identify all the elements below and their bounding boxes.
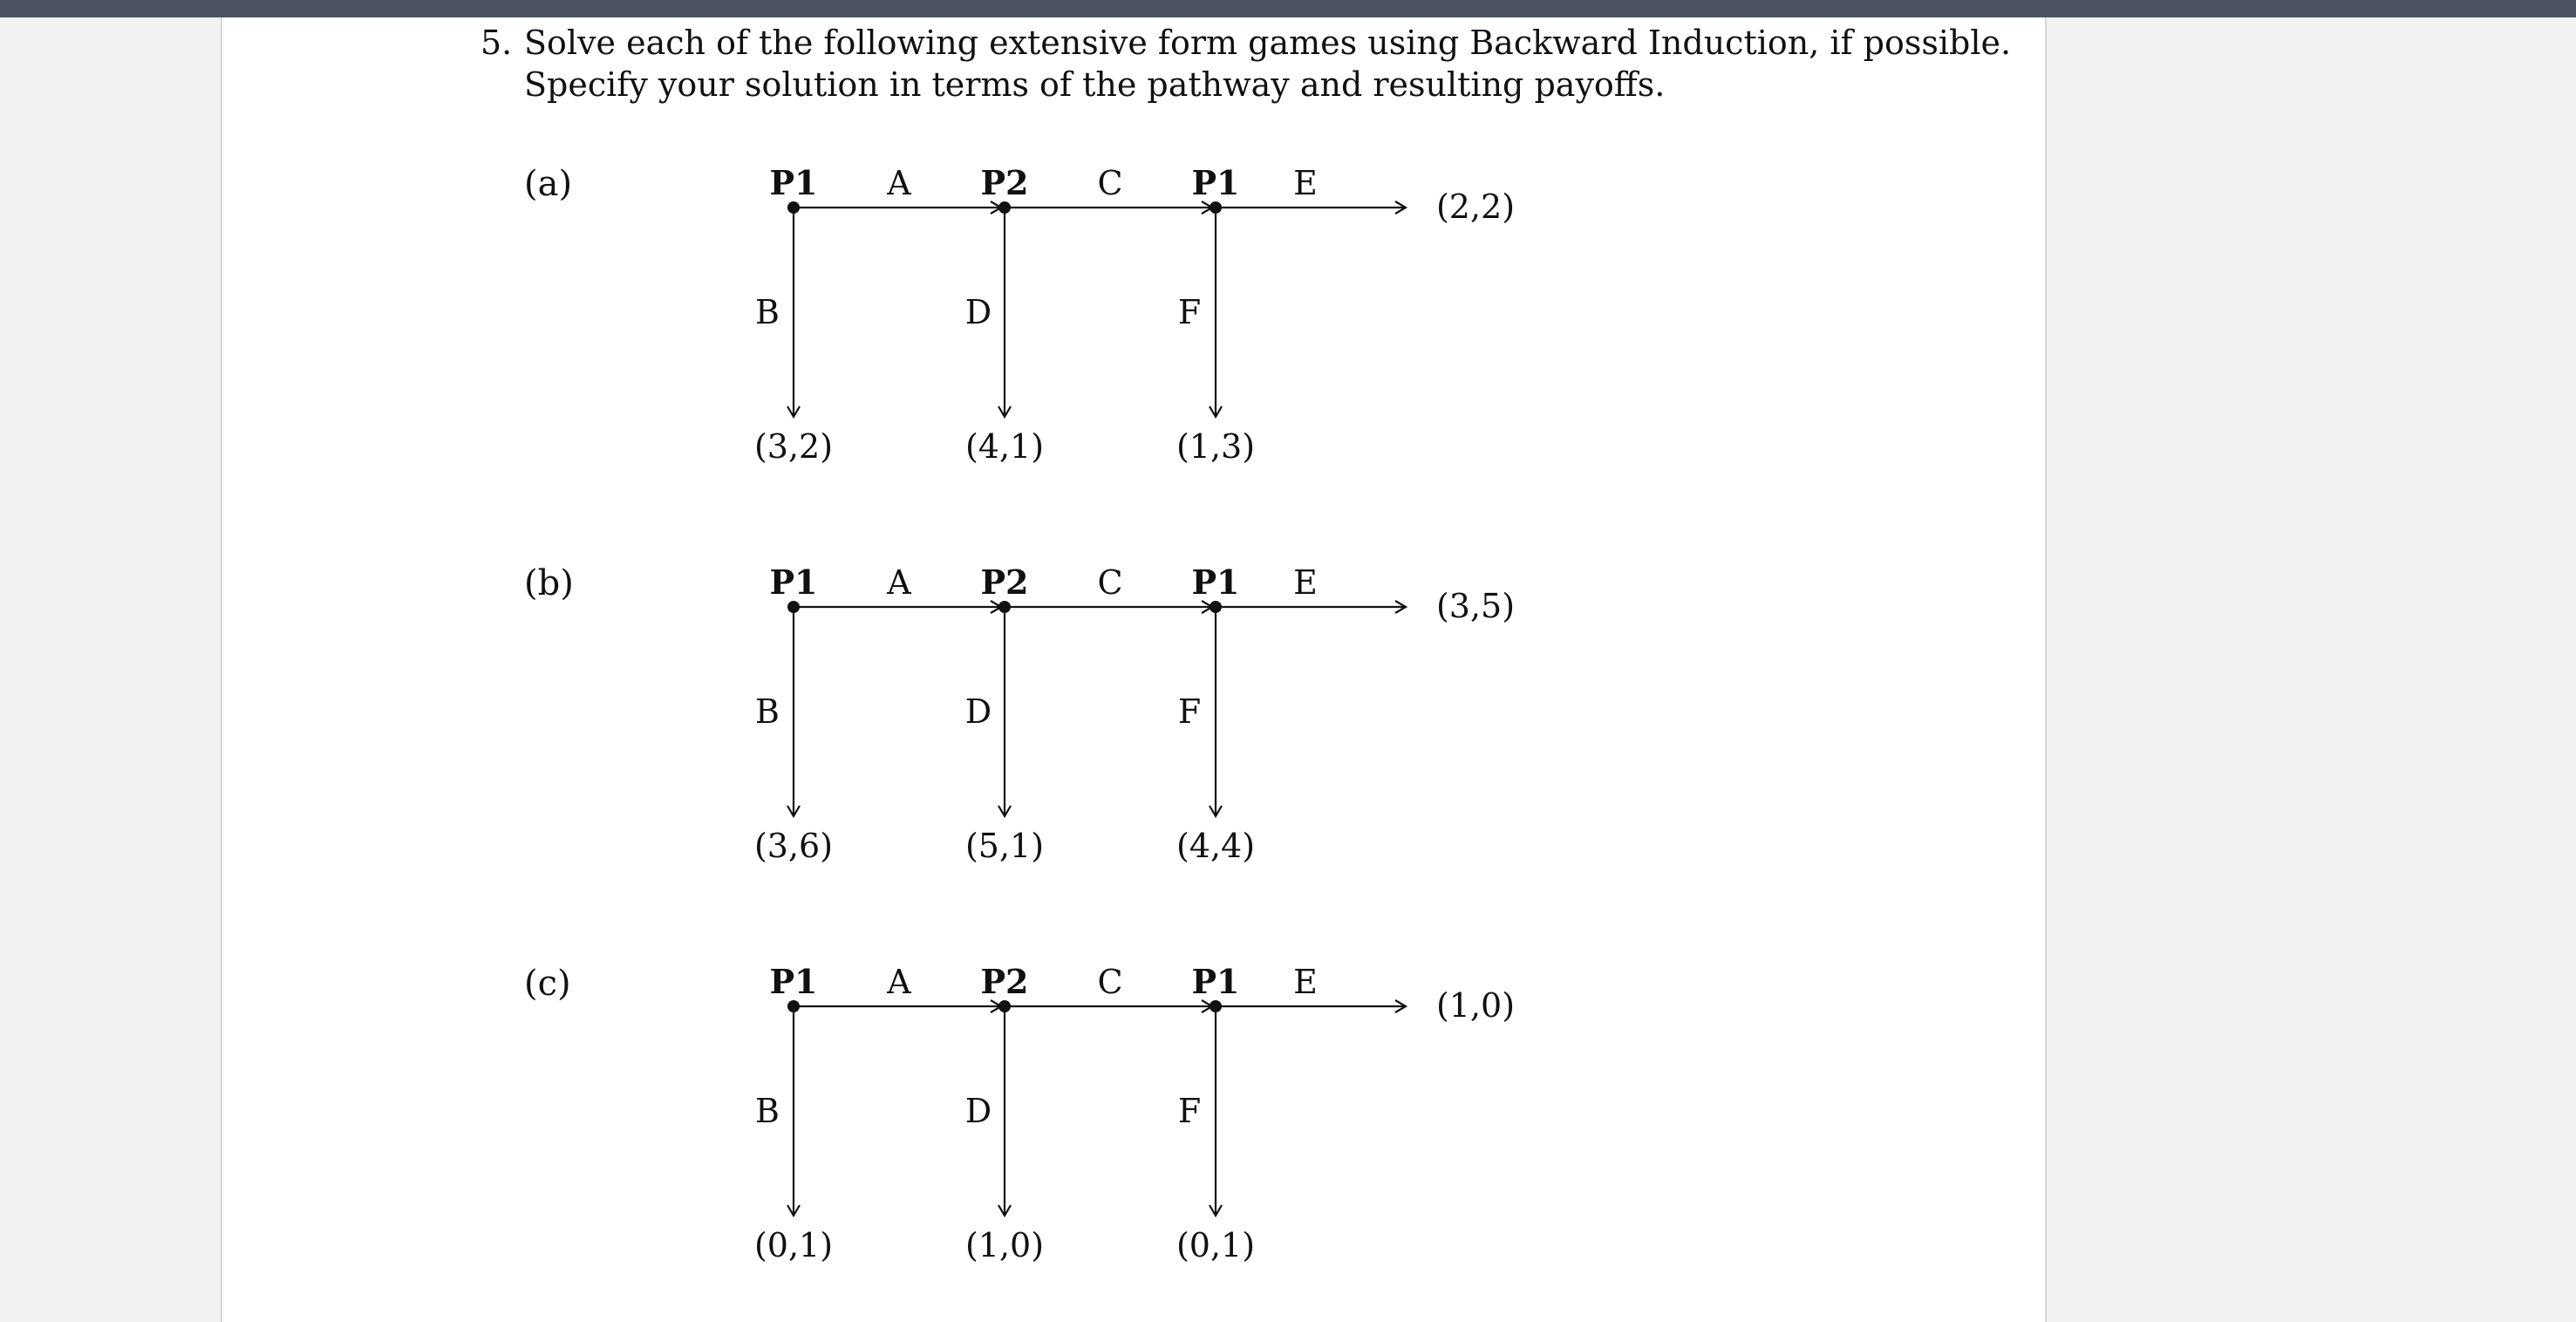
decision-node: [1210, 1000, 1222, 1012]
stop-action-label: B: [755, 1092, 780, 1130]
continue-action-label: E: [1293, 164, 1318, 202]
terminal-payoff: (3,6): [753, 827, 834, 865]
player-label: P2: [980, 962, 1029, 1001]
continue-action-label: E: [1293, 563, 1318, 602]
player-label: P1: [769, 562, 818, 602]
continue-action-label: A: [887, 164, 911, 202]
continue-action-label: E: [1293, 963, 1318, 1001]
decision-node: [787, 1000, 800, 1012]
stop-action-label: D: [964, 1092, 992, 1130]
terminal-payoff: (3,2): [753, 427, 834, 466]
terminal-payoff: (4,4): [1176, 827, 1256, 865]
stop-action-label: D: [964, 692, 992, 731]
terminal-payoff: (5,1): [964, 827, 1045, 865]
stop-action-label: B: [755, 692, 780, 731]
player-label: P1: [1191, 163, 1240, 202]
continue-action-label: A: [887, 963, 911, 1001]
stop-action-label: F: [1177, 293, 1202, 331]
stop-action-label: D: [964, 293, 992, 331]
terminal-payoff: (1,3): [1176, 427, 1256, 466]
continue-action-label: C: [1097, 963, 1123, 1001]
question-number: 5.: [480, 24, 513, 62]
continue-action-label: A: [887, 563, 911, 602]
player-label: P1: [769, 163, 818, 202]
final-payoff: (3,5): [1435, 587, 1516, 625]
continue-action-label: C: [1097, 563, 1123, 602]
continue-action-label: C: [1097, 164, 1123, 202]
part-label-a: (a): [524, 164, 573, 204]
part-label-c: (c): [524, 964, 571, 1004]
player-label: P1: [1191, 962, 1240, 1001]
player-label: P1: [769, 962, 818, 1001]
decision-node: [998, 1000, 1011, 1012]
part-label-b: (b): [524, 563, 574, 603]
stop-action-label: F: [1177, 692, 1202, 731]
final-payoff: (2,2): [1435, 187, 1516, 226]
terminal-payoff: (0,1): [753, 1226, 834, 1264]
question-text-line-1: Solve each of the following extensive form games using Backward Induction, if possible.: [524, 24, 2012, 62]
terminal-payoff: (0,1): [1176, 1226, 1256, 1264]
final-payoff: (1,0): [1435, 986, 1516, 1025]
terminal-payoff: (1,0): [964, 1226, 1045, 1264]
player-label: P1: [1191, 562, 1240, 602]
terminal-payoff: (4,1): [964, 427, 1045, 466]
question-text-line-2: Specify your solution in terms of the pathway and resulting payoffs.: [524, 65, 1666, 104]
stop-action-label: B: [755, 293, 780, 331]
player-label: P2: [980, 562, 1029, 602]
player-label: P2: [980, 163, 1029, 202]
stop-action-label: F: [1177, 1092, 1202, 1130]
